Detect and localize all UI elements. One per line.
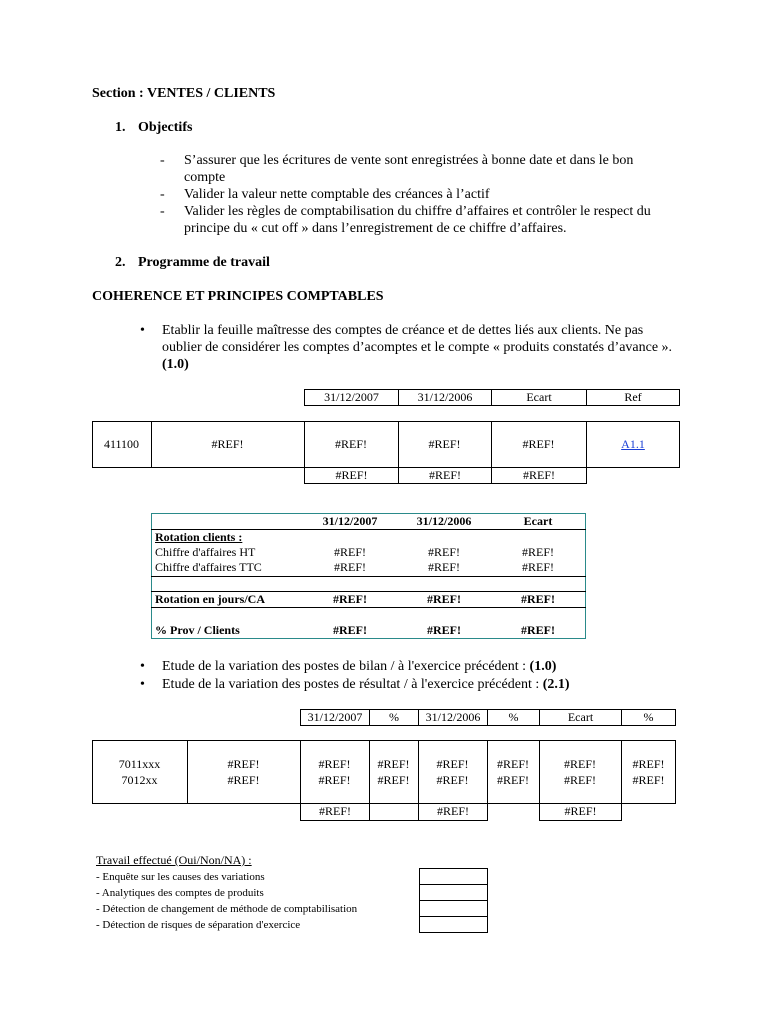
t3-header: % bbox=[621, 709, 676, 726]
t1-header-2007: 31/12/2007 bbox=[304, 389, 399, 406]
coherence-title: COHERENCE ET PRINCIPES COMPTABLES bbox=[92, 289, 384, 304]
t3-account: 7012xx bbox=[121, 773, 158, 787]
t3-header: Ecart bbox=[539, 709, 622, 726]
objective-item: - Valider la valeur nette comptable des créances à l’actif bbox=[160, 187, 490, 202]
objectives-heading: Objectifs bbox=[138, 120, 193, 135]
t2-rotation-value: #REF! bbox=[333, 592, 367, 606]
t1-value-ecart: #REF! bbox=[522, 437, 555, 451]
work-answer-cell[interactable] bbox=[419, 884, 488, 901]
t1-total-ecart: #REF! bbox=[491, 467, 587, 484]
t2-header-2007: 31/12/2007 bbox=[322, 514, 378, 528]
objectives-list bbox=[160, 152, 670, 237]
work-item: - Analytiques des comptes de produits bbox=[96, 887, 264, 899]
t3-value: #REF! bbox=[436, 757, 469, 771]
t3-label: #REF! bbox=[227, 773, 260, 787]
t2-row-value: #REF! bbox=[333, 545, 366, 559]
t3-rows bbox=[92, 740, 676, 804]
work-item: - Enquête sur les causes des variations bbox=[96, 871, 265, 883]
objective-item: - S’assurer que les écritures de vente sont enregistrées à bonne date et dans le bon compte bbox=[160, 153, 634, 185]
bullet-feuille-maitresse: • Etablir la feuille maîtresse des comptes de créance et de dettes liés aux clients. Ne pas oublier de considérer les comptes d’acomptes et le compte « produits constatés d’avance ». (1.0) bbox=[140, 323, 673, 372]
t3-value: #REF! bbox=[377, 773, 410, 787]
t2-header-ecart: Ecart bbox=[523, 514, 553, 528]
t2-row-value: #REF! bbox=[427, 560, 460, 574]
t3-header: 31/12/2007 bbox=[300, 709, 370, 726]
programme-heading: Programme de travail bbox=[138, 255, 270, 270]
t3-value: #REF! bbox=[632, 773, 665, 787]
t3-total-empty bbox=[487, 803, 540, 821]
t2-section-label: Rotation clients : bbox=[155, 530, 243, 544]
t3-value: #REF! bbox=[436, 773, 469, 787]
t3-value: #REF! bbox=[563, 773, 596, 787]
t3-value: #REF! bbox=[496, 773, 529, 787]
t2-rotation-label: Rotation en jours/CA bbox=[155, 592, 265, 606]
work-answer-cell[interactable] bbox=[419, 900, 488, 917]
t3-header: % bbox=[487, 709, 540, 726]
work-item: - Détection de risques de séparation d'exercice bbox=[96, 919, 301, 931]
t1-value-2007: #REF! bbox=[334, 437, 367, 451]
work-title: Travail effectué (Oui/Non/NA) : bbox=[96, 853, 252, 867]
t1-total-2006: #REF! bbox=[398, 467, 492, 484]
t2-row-value: #REF! bbox=[333, 560, 366, 574]
t2-row-label: Chiffre d'affaires TTC bbox=[155, 560, 262, 574]
bullet-variation-resultat: • Etude de la variation des postes de résultat / à l'exercice précédent : (2.1) bbox=[140, 677, 570, 692]
work-answer-cell[interactable] bbox=[419, 868, 488, 885]
t3-total: #REF! bbox=[418, 803, 488, 821]
t3-value: #REF! bbox=[563, 757, 596, 771]
t3-total-empty bbox=[369, 803, 419, 821]
t2-row-value: #REF! bbox=[521, 560, 554, 574]
t2-row-label: Chiffre d'affaires HT bbox=[155, 545, 256, 559]
t3-label: #REF! bbox=[227, 757, 260, 771]
t1-header-ref: Ref bbox=[586, 389, 680, 406]
t1-value-2006: #REF! bbox=[428, 437, 461, 451]
t3-value: #REF! bbox=[632, 757, 665, 771]
t3-value: #REF! bbox=[318, 773, 351, 787]
t1-account: 411100 bbox=[103, 437, 140, 451]
section-title: Section : VENTES / CLIENTS bbox=[92, 86, 276, 101]
t3-total: #REF! bbox=[300, 803, 370, 821]
t3-value: #REF! bbox=[496, 757, 529, 771]
t3-header: 31/12/2006 bbox=[418, 709, 488, 726]
t2-prov-value: #REF! bbox=[427, 623, 461, 637]
t2-prov-value: #REF! bbox=[333, 623, 367, 637]
t2-row-value: #REF! bbox=[521, 545, 554, 559]
work-item: - Détection de changement de méthode de comptabilisation bbox=[96, 903, 358, 915]
t3-value: #REF! bbox=[377, 757, 410, 771]
bullet-variation-bilan: • Etude de la variation des postes de bilan / à l'exercice précédent : (1.0) bbox=[140, 659, 557, 674]
t3-header: % bbox=[369, 709, 419, 726]
objective-item: - Valider les règles de comptabilisation du chiffre d’affaires et contrôler le respect du principe du « cut off » dans l’enregistrement de ce chiffre d’affaires. bbox=[160, 204, 651, 236]
t2-row-value: #REF! bbox=[427, 545, 460, 559]
t2-header-2006: 31/12/2006 bbox=[416, 514, 472, 528]
t2-prov-value: #REF! bbox=[521, 623, 555, 637]
objectives-number: 1. bbox=[115, 120, 126, 135]
t3-total: #REF! bbox=[539, 803, 622, 821]
t2-rotation-value: #REF! bbox=[521, 592, 555, 606]
work-items bbox=[96, 869, 357, 933]
t2-rotation-value: #REF! bbox=[427, 592, 461, 606]
t2-prov-label: % Prov / Clients bbox=[155, 623, 240, 637]
t3-value: #REF! bbox=[318, 757, 351, 771]
t1-header-2006: 31/12/2006 bbox=[398, 389, 492, 406]
t1-ref-link[interactable]: A1.1 bbox=[621, 437, 645, 451]
work-answer-cell[interactable] bbox=[419, 916, 488, 933]
programme-number: 2. bbox=[115, 255, 126, 270]
t3-account: 7011xxx bbox=[118, 757, 161, 771]
t1-header-ecart: Ecart bbox=[491, 389, 587, 406]
t1-total-2007: #REF! bbox=[304, 467, 399, 484]
t1-label: #REF! bbox=[211, 437, 244, 451]
